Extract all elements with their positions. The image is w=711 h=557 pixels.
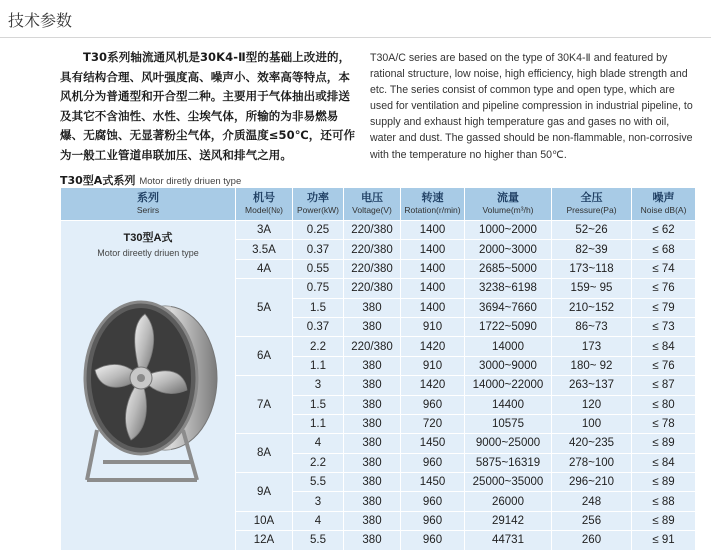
volume-cell: 5875~16319 <box>465 453 552 472</box>
pressure-cell: 210~152 <box>552 298 632 317</box>
pressure-cell: 86~73 <box>552 317 632 336</box>
power-cell: 1.1 <box>293 414 344 433</box>
noise-cell: ≤ 79 <box>632 298 696 317</box>
voltage-cell: 220/380 <box>344 240 401 259</box>
rotation-cell: 960 <box>401 531 465 550</box>
power-cell: 1.1 <box>293 356 344 375</box>
rotation-cell: 1400 <box>401 259 465 278</box>
table-header-row <box>61 188 696 221</box>
pressure-cell: 82~39 <box>552 240 632 259</box>
voltage-cell: 220/380 <box>344 259 401 278</box>
header-power: 功率 Power(kW) <box>293 188 344 221</box>
volume-cell: 14400 <box>465 395 552 414</box>
power-cell: 3 <box>293 376 344 395</box>
spec-table <box>60 187 696 551</box>
volume-cell: 44731 <box>465 531 552 550</box>
power-cell: 4 <box>293 434 344 453</box>
voltage-cell: 380 <box>344 511 401 530</box>
header-noise: 噪声 Noise dB(A) <box>632 188 696 221</box>
voltage-cell: 220/380 <box>344 221 401 240</box>
noise-cell: ≤ 89 <box>632 511 696 530</box>
page-header <box>0 0 711 38</box>
volume-cell: 3000~9000 <box>465 356 552 375</box>
rotation-cell: 1400 <box>401 221 465 240</box>
voltage-cell: 220/380 <box>344 279 401 298</box>
model-cell: 3A <box>236 221 293 240</box>
series-name-cn: T30型A式 <box>123 232 173 244</box>
model-cell: 10A <box>236 511 293 530</box>
rotation-cell: 720 <box>401 414 465 433</box>
pressure-cell: 159~ 95 <box>552 279 632 298</box>
power-cell: 0.55 <box>293 259 344 278</box>
header-rotation: 转速 Rotation(r/min) <box>401 188 465 221</box>
series-cell <box>61 221 236 551</box>
rotation-cell: 960 <box>401 492 465 511</box>
table-caption-en: Motor diretly driuen type <box>139 176 242 187</box>
power-cell: 0.75 <box>293 279 344 298</box>
noise-cell: ≤ 78 <box>632 414 696 433</box>
pressure-cell: 263~137 <box>552 376 632 395</box>
pressure-cell: 52~26 <box>552 221 632 240</box>
power-cell: 2.2 <box>293 337 344 356</box>
model-cell: 8A <box>236 434 293 473</box>
noise-cell: ≤ 80 <box>632 395 696 414</box>
volume-cell: 1722~5090 <box>465 317 552 336</box>
voltage-cell: 380 <box>344 317 401 336</box>
model-cell: 5A <box>236 279 293 337</box>
voltage-cell: 380 <box>344 414 401 433</box>
noise-cell: ≤ 76 <box>632 279 696 298</box>
volume-cell: 3694~7660 <box>465 298 552 317</box>
page-title: 技术参数 <box>8 11 73 30</box>
noise-cell: ≤ 87 <box>632 376 696 395</box>
rotation-cell: 1420 <box>401 376 465 395</box>
noise-cell: ≤ 76 <box>632 356 696 375</box>
power-cell: 2.2 <box>293 453 344 472</box>
noise-cell: ≤ 84 <box>632 453 696 472</box>
model-cell: 12A <box>236 531 293 550</box>
power-cell: 5.5 <box>293 531 344 550</box>
volume-cell: 26000 <box>465 492 552 511</box>
power-cell: 0.25 <box>293 221 344 240</box>
volume-cell: 1000~2000 <box>465 221 552 240</box>
rotation-cell: 960 <box>401 511 465 530</box>
model-cell: 3.5A <box>236 240 293 259</box>
power-cell: 0.37 <box>293 240 344 259</box>
volume-cell: 3238~6198 <box>465 279 552 298</box>
noise-cell: ≤ 88 <box>632 492 696 511</box>
rotation-cell: 960 <box>401 453 465 472</box>
axial-fan-image <box>73 290 223 490</box>
table-row <box>61 221 696 240</box>
voltage-cell: 380 <box>344 395 401 414</box>
power-cell: 4 <box>293 511 344 530</box>
voltage-cell: 380 <box>344 531 401 550</box>
pressure-cell: 248 <box>552 492 632 511</box>
noise-cell: ≤ 62 <box>632 221 696 240</box>
rotation-cell: 1450 <box>401 473 465 492</box>
model-cell: 4A <box>236 259 293 278</box>
pressure-cell: 260 <box>552 531 632 550</box>
model-cell: 9A <box>236 473 293 512</box>
volume-cell: 29142 <box>465 511 552 530</box>
table-caption-cn: T30型A式系列 <box>60 174 136 187</box>
volume-cell: 14000~22000 <box>465 376 552 395</box>
model-cell: 6A <box>236 337 293 376</box>
volume-cell: 2685~5000 <box>465 259 552 278</box>
series-name-en: Motor direetly driuen type <box>97 248 199 258</box>
rotation-cell: 1450 <box>401 434 465 453</box>
power-cell: 3 <box>293 492 344 511</box>
voltage-cell: 380 <box>344 473 401 492</box>
rotation-cell: 910 <box>401 317 465 336</box>
header-voltage: 电压 Voltage(V) <box>344 188 401 221</box>
volume-cell: 10575 <box>465 414 552 433</box>
volume-cell: 14000 <box>465 337 552 356</box>
header-series: 系列 Serirs <box>61 188 236 221</box>
volume-cell: 2000~3000 <box>465 240 552 259</box>
rotation-cell: 910 <box>401 356 465 375</box>
voltage-cell: 220/380 <box>344 337 401 356</box>
header-volume: 流量 Volume(m³/h) <box>465 188 552 221</box>
voltage-cell: 380 <box>344 298 401 317</box>
voltage-cell: 380 <box>344 492 401 511</box>
power-cell: 0.37 <box>293 317 344 336</box>
header-model: 机号 Model(№) <box>236 188 293 221</box>
rotation-cell: 960 <box>401 395 465 414</box>
intro-english: T30A/C series are based on the type of 30K4-Ⅱ and featured by rational structure, low noise, high efficiency, high blade strength and etc. The series consist of common type and open type, which are used for ventilation and pipeline compression in industrial pipeline, to supply and exhaust high temperature gas and gases no with oil, water and dust. The gassed should be non-flammable, non-corrosive with the temperature no higher than 50℃. <box>370 52 693 161</box>
intro-chinese: T30系列轴流通风机是30K4-Ⅱ型的基础上改进的，具有结构合理、风叶强度高、噪声小、效率高等特点，本风机分为普通型和开合型二种。主要用于气体抽出或排送及其它不含油性、水性、尘埃气体，所输的为非易燃易爆、无腐蚀、无显著粉尘气体，介质温度≤50℃，还可作为一般工业管道串联加压、送风和排气之用。 <box>60 50 356 162</box>
noise-cell: ≤ 91 <box>632 531 696 550</box>
pressure-cell: 120 <box>552 395 632 414</box>
table-caption <box>60 172 241 188</box>
voltage-cell: 380 <box>344 356 401 375</box>
volume-cell: 9000~25000 <box>465 434 552 453</box>
noise-cell: ≤ 68 <box>632 240 696 259</box>
voltage-cell: 380 <box>344 453 401 472</box>
power-cell: 1.5 <box>293 395 344 414</box>
pressure-cell: 100 <box>552 414 632 433</box>
pressure-cell: 180~ 92 <box>552 356 632 375</box>
power-cell: 1.5 <box>293 298 344 317</box>
voltage-cell: 380 <box>344 376 401 395</box>
power-cell: 5.5 <box>293 473 344 492</box>
voltage-cell: 380 <box>344 434 401 453</box>
volume-cell: 25000~35000 <box>465 473 552 492</box>
noise-cell: ≤ 73 <box>632 317 696 336</box>
pressure-cell: 173 <box>552 337 632 356</box>
noise-cell: ≤ 89 <box>632 434 696 453</box>
rotation-cell: 1400 <box>401 298 465 317</box>
pressure-cell: 296~210 <box>552 473 632 492</box>
noise-cell: ≤ 74 <box>632 259 696 278</box>
pressure-cell: 278~100 <box>552 453 632 472</box>
noise-cell: ≤ 84 <box>632 337 696 356</box>
header-pressure: 全压 Pressure(Pa) <box>552 188 632 221</box>
noise-cell: ≤ 89 <box>632 473 696 492</box>
pressure-cell: 420~235 <box>552 434 632 453</box>
model-cell: 7A <box>236 376 293 434</box>
rotation-cell: 1400 <box>401 240 465 259</box>
rotation-cell: 1400 <box>401 279 465 298</box>
rotation-cell: 1420 <box>401 337 465 356</box>
pressure-cell: 173~118 <box>552 259 632 278</box>
pressure-cell: 256 <box>552 511 632 530</box>
